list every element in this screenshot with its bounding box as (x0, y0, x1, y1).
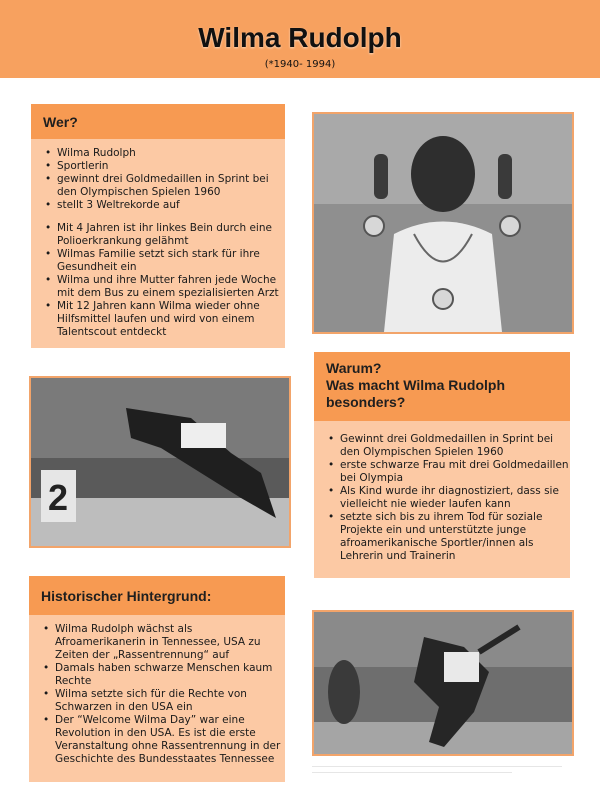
running-photo-image (314, 612, 572, 754)
medals-photo-image (314, 114, 572, 332)
page-title: Wilma Rudolph (198, 22, 402, 53)
list-item: • stellt 3 Weltrekorde auf (45, 199, 285, 212)
source-line (312, 766, 562, 767)
list-item: • erste schwarze Frau mit drei Goldmedaillen bei Olympia (328, 459, 570, 485)
list-item: • Sportlerin (45, 160, 285, 173)
wer-heading: Wer? (31, 104, 285, 139)
warum-list (314, 433, 570, 563)
source-line (312, 772, 512, 773)
hintergrund-list (29, 623, 285, 766)
list-item: • Mit 4 Jahren ist ihr linkes Bein durch eine Polioerkrankung gelähmt (45, 222, 285, 248)
list-item: • Gewinnt drei Goldmedaillen in Sprint bei den Olympischen Spielen 1960 (328, 433, 570, 459)
warum-heading-line1: Warum? (326, 360, 382, 376)
start-photo-image (31, 378, 289, 546)
list-item: • setzte sich bis zu ihrem Tod für soziale Projekte ein und unterstützte junge afroamerikanische Sportler/innen als Lehrerin und Trainerin (328, 511, 570, 563)
page-subtitle: (*1940- 1994) (264, 59, 336, 70)
warum-heading-line2: Was macht Wilma Rudolph besonders? (326, 377, 506, 410)
list-item: • Wilma und ihre Mutter fahren jede Woche mit dem Bus zu einem spezialisierten Arzt (45, 274, 285, 300)
list-item: • Wilma Rudolph (45, 147, 285, 160)
warum-box (314, 352, 570, 578)
list-item: • gewinnt drei Goldmedaillen in Sprint bei den Olympischen Spielen 1960 (45, 173, 285, 199)
warum-heading (314, 352, 570, 421)
list-item: • Wilma setzte sich für die Rechte von Schwarzen in den USA ein (43, 688, 285, 714)
wer-box (31, 104, 285, 348)
list-item: • Mit 12 Jahren kann Wilma wieder ohne Hilfsmittel laufen und wird von einem Talentscout entdeckt (45, 300, 285, 339)
hintergrund-box (29, 576, 285, 782)
wer-list (31, 147, 285, 339)
list-item: • Wilmas Familie setzt sich stark für ihre Gesundheit ein (45, 248, 285, 274)
list-item: • Damals haben schwarze Menschen kaum Rechte (43, 662, 285, 688)
running-photo (312, 610, 574, 756)
list-item: • Als Kind wurde ihr diagnostiziert, dass sie vielleicht nie wieder laufen kann (328, 485, 570, 511)
list-item: • Wilma Rudolph wächst als Afroamerikanerin in Tennessee, USA zu Zeiten der „Rassentrennung“ auf (43, 623, 285, 662)
hintergrund-heading: Historischer Hintergrund: (29, 576, 285, 615)
medals-photo (312, 112, 574, 334)
start-photo (29, 376, 291, 548)
start-number: 2 (47, 477, 69, 518)
list-item: • Der “Welcome Wilma Day” war eine Revolution in den USA. Es ist die erste Veranstaltung ohne Rassentrennung in der Geschichte des Bundesstaates Tennessee (43, 714, 285, 766)
